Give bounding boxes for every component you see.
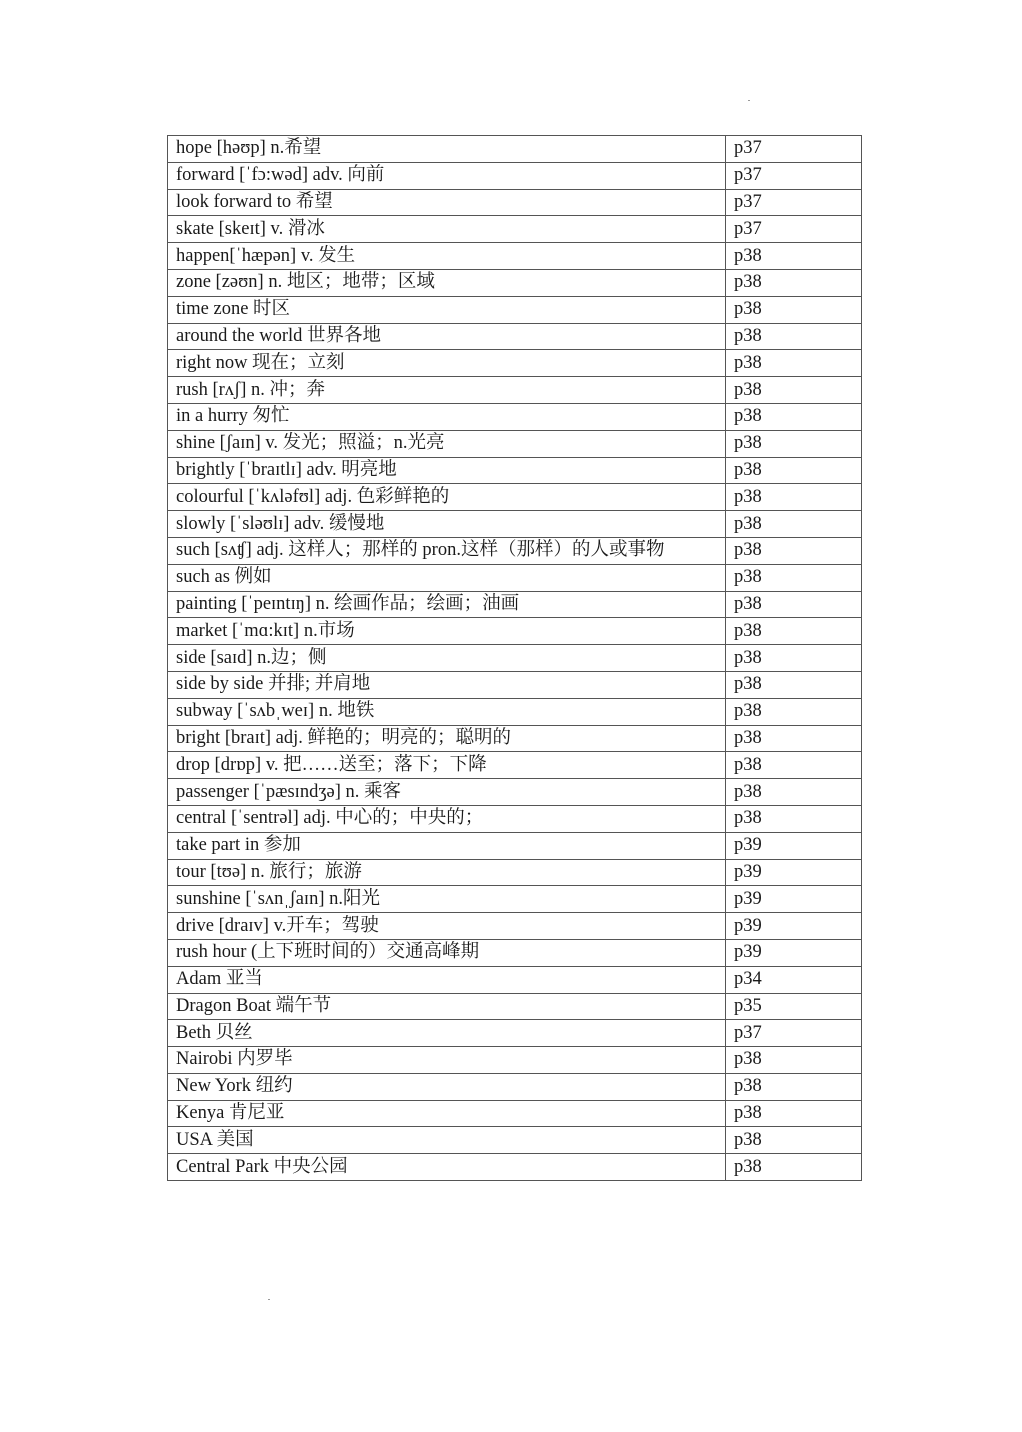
page-reference-cell: p38 <box>726 779 862 806</box>
table-row <box>168 162 862 189</box>
table-row <box>168 832 862 859</box>
page-reference-cell: p35 <box>726 993 862 1020</box>
table-row <box>168 725 862 752</box>
table-row <box>168 1073 862 1100</box>
vocab-entry-cell: in a hurry 匆忙 <box>168 403 726 430</box>
table-row <box>168 537 862 564</box>
page-reference-cell: p38 <box>726 537 862 564</box>
page-reference-cell: p37 <box>726 189 862 216</box>
table-row <box>168 511 862 538</box>
table-row <box>168 1154 862 1181</box>
table-row <box>168 1047 862 1074</box>
scan-speck <box>748 100 750 101</box>
vocab-entry-cell: colourful [ˈkʌləfʊl] adj. 色彩鲜艳的 <box>168 484 726 511</box>
vocab-entry-cell: happen[ˈhæpən] v. 发生 <box>168 243 726 270</box>
page-reference-cell: p38 <box>726 457 862 484</box>
table-row <box>168 779 862 806</box>
table-row <box>168 913 862 940</box>
vocab-entry-cell: Kenya 肯尼亚 <box>168 1100 726 1127</box>
page-reference-cell: p37 <box>726 1020 862 1047</box>
page-reference-cell: p38 <box>726 243 862 270</box>
table-row <box>168 136 862 163</box>
vocab-entry-cell: painting [ˈpeɪntɪŋ] n. 绘画作品；绘画；油画 <box>168 591 726 618</box>
table-row <box>168 457 862 484</box>
page-reference-cell: p38 <box>726 377 862 404</box>
page-reference-cell: p39 <box>726 886 862 913</box>
page-reference-cell: p38 <box>726 1047 862 1074</box>
table-row <box>168 430 862 457</box>
page-reference-cell: p38 <box>726 725 862 752</box>
page-reference-cell: p38 <box>726 698 862 725</box>
table-row <box>168 1127 862 1154</box>
table-row <box>168 350 862 377</box>
table-row <box>168 966 862 993</box>
page-reference-cell: p38 <box>726 403 862 430</box>
table-row <box>168 269 862 296</box>
page-reference-cell: p34 <box>726 966 862 993</box>
vocab-entry-cell: tour [tʊə] n. 旅行；旅游 <box>168 859 726 886</box>
vocab-entry-cell: drop [drɒp] v. 把……送至；落下；下降 <box>168 752 726 779</box>
page-reference-cell: p38 <box>726 511 862 538</box>
table-row <box>168 993 862 1020</box>
table-row <box>168 618 862 645</box>
table-row <box>168 671 862 698</box>
page-reference-cell: p39 <box>726 859 862 886</box>
vocab-entry-cell: right now 现在；立刻 <box>168 350 726 377</box>
vocab-entry-cell: forward [ˈfɔ:wəd] adv. 向前 <box>168 162 726 189</box>
vocab-entry-cell: take part in 参加 <box>168 832 726 859</box>
vocab-entry-cell: subway [ˈsʌbˌweɪ] n. 地铁 <box>168 698 726 725</box>
page-reference-cell: p39 <box>726 913 862 940</box>
vocab-entry-cell: brightly [ˈbraɪtlɪ] adv. 明亮地 <box>168 457 726 484</box>
vocab-entry-cell: USA 美国 <box>168 1127 726 1154</box>
vocab-entry-cell: central [ˈsentrəl] adj. 中心的；中央的； <box>168 805 726 832</box>
table-row <box>168 805 862 832</box>
vocabulary-table <box>167 135 862 1181</box>
vocab-entry-cell: shine [ʃaɪn] v. 发光；照溢；n.光亮 <box>168 430 726 457</box>
vocab-entry-cell: bright [braɪt] adj. 鲜艳的；明亮的；聪明的 <box>168 725 726 752</box>
page-reference-cell: p38 <box>726 1100 862 1127</box>
scan-speck <box>268 1299 270 1300</box>
page-reference-cell: p38 <box>726 269 862 296</box>
table-row <box>168 1100 862 1127</box>
vocab-entry-cell: hope [həʊp] n.希望 <box>168 136 726 163</box>
page-reference-cell: p38 <box>726 430 862 457</box>
vocab-entry-cell: passenger [ˈpæsɪndʒə] n. 乘客 <box>168 779 726 806</box>
page-reference-cell: p38 <box>726 564 862 591</box>
table-row <box>168 377 862 404</box>
vocab-entry-cell: Beth 贝丝 <box>168 1020 726 1047</box>
vocab-entry-cell: Nairobi 内罗毕 <box>168 1047 726 1074</box>
table-row <box>168 216 862 243</box>
page-reference-cell: p37 <box>726 216 862 243</box>
page-reference-cell: p38 <box>726 350 862 377</box>
vocab-entry-cell: Central Park 中央公园 <box>168 1154 726 1181</box>
page-reference-cell: p38 <box>726 752 862 779</box>
table-row <box>168 323 862 350</box>
page-reference-cell: p38 <box>726 1154 862 1181</box>
table-row <box>168 403 862 430</box>
table-row <box>168 189 862 216</box>
table-row <box>168 698 862 725</box>
vocab-entry-cell: around the world 世界各地 <box>168 323 726 350</box>
table-row <box>168 859 862 886</box>
vocab-entry-cell: Adam 亚当 <box>168 966 726 993</box>
table-row <box>168 752 862 779</box>
table-row <box>168 243 862 270</box>
table-row <box>168 591 862 618</box>
page-reference-cell: p38 <box>726 805 862 832</box>
table-row <box>168 645 862 672</box>
page-reference-cell: p38 <box>726 1073 862 1100</box>
vocab-entry-cell: slowly [ˈsləʊlɪ] adv. 缓慢地 <box>168 511 726 538</box>
table-row <box>168 1020 862 1047</box>
vocab-entry-cell: market [ˈmɑ:kɪt] n.市场 <box>168 618 726 645</box>
table-row <box>168 939 862 966</box>
vocab-entry-cell: such [sʌʧ] adj. 这样人；那样的 pron.这样（那样）的人或事物 <box>168 537 726 564</box>
page-reference-cell: p37 <box>726 162 862 189</box>
vocab-entry-cell: New York 纽约 <box>168 1073 726 1100</box>
page-reference-cell: p37 <box>726 136 862 163</box>
vocab-entry-cell: zone [zəʊn] n. 地区；地带；区域 <box>168 269 726 296</box>
page-reference-cell: p39 <box>726 939 862 966</box>
vocabulary-table-body <box>168 136 862 1181</box>
vocab-entry-cell: rush [rʌʃ] n. 冲；奔 <box>168 377 726 404</box>
page-reference-cell: p38 <box>726 671 862 698</box>
table-row <box>168 484 862 511</box>
page-reference-cell: p38 <box>726 484 862 511</box>
vocab-entry-cell: such as 例如 <box>168 564 726 591</box>
vocab-entry-cell: side by side 并排; 并肩地 <box>168 671 726 698</box>
page-reference-cell: p38 <box>726 1127 862 1154</box>
vocab-entry-cell: time zone 时区 <box>168 296 726 323</box>
table-row <box>168 296 862 323</box>
vocab-entry-cell: Dragon Boat 端午节 <box>168 993 726 1020</box>
page-reference-cell: p38 <box>726 323 862 350</box>
page-reference-cell: p38 <box>726 645 862 672</box>
vocab-entry-cell: look forward to 希望 <box>168 189 726 216</box>
page-reference-cell: p39 <box>726 832 862 859</box>
vocab-entry-cell: rush hour (上下班时间的）交通高峰期 <box>168 939 726 966</box>
vocab-entry-cell: sunshine [ˈsʌnˌʃaɪn] n.阳光 <box>168 886 726 913</box>
page-reference-cell: p38 <box>726 618 862 645</box>
vocab-entry-cell: side [saɪd] n.边；侧 <box>168 645 726 672</box>
page-reference-cell: p38 <box>726 591 862 618</box>
table-row <box>168 886 862 913</box>
vocab-entry-cell: skate [skeɪt] v. 滑冰 <box>168 216 726 243</box>
page-reference-cell: p38 <box>726 296 862 323</box>
vocab-entry-cell: drive [draɪv] v.开车；驾驶 <box>168 913 726 940</box>
table-row <box>168 564 862 591</box>
